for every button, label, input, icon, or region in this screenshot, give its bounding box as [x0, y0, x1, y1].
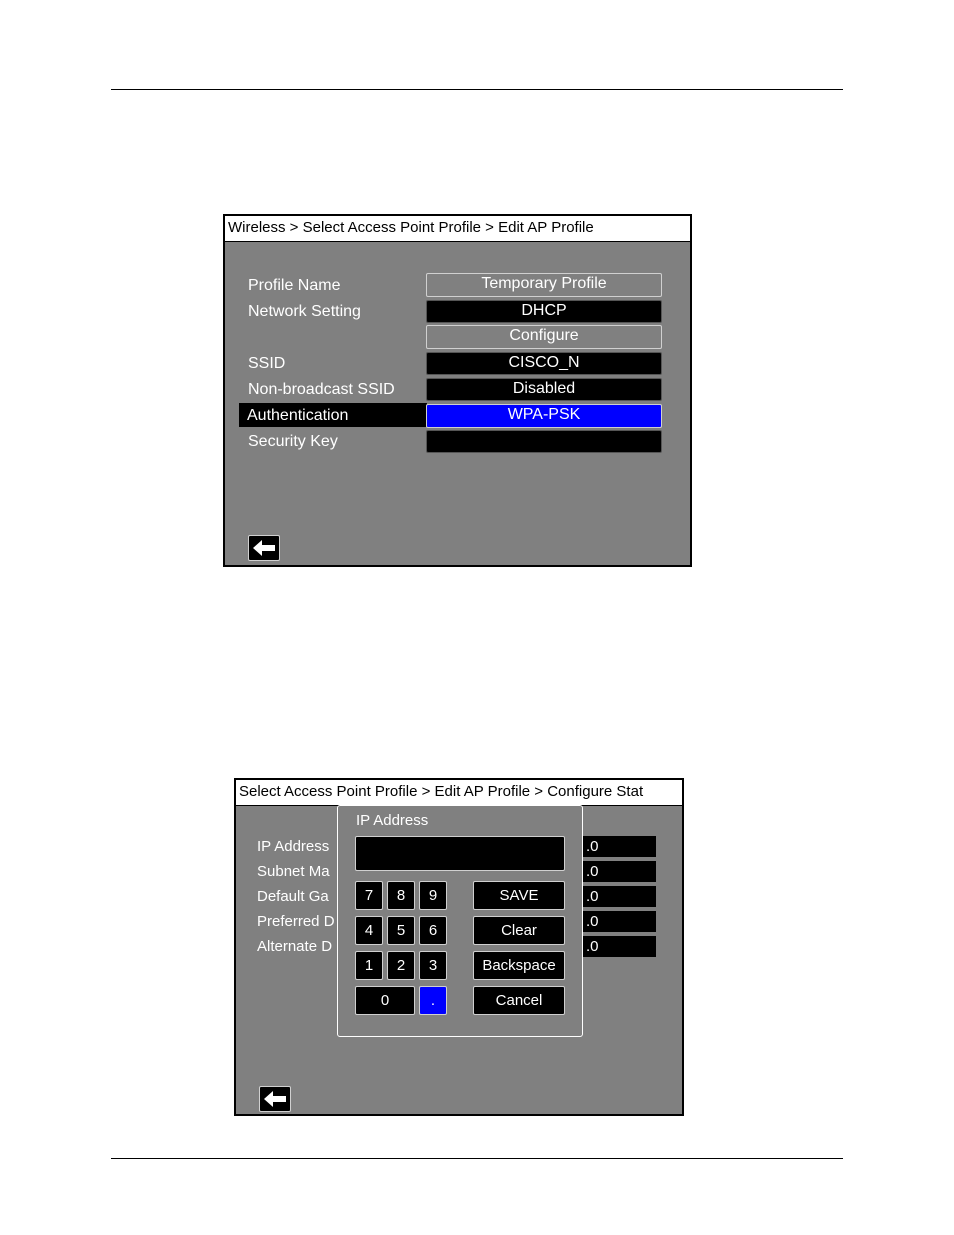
authentication-field[interactable]: WPA-PSK — [426, 404, 662, 428]
configure-button[interactable]: Configure — [426, 325, 662, 349]
ssid-field[interactable]: CISCO_N — [426, 352, 662, 375]
non-broadcast-ssid-label: Non-broadcast SSID — [248, 381, 395, 398]
key-1[interactable]: 1 — [355, 951, 383, 980]
key-2[interactable]: 2 — [387, 951, 415, 980]
cancel-button[interactable]: Cancel — [473, 986, 565, 1015]
default-gateway-label: Default Ga — [257, 888, 329, 905]
key-dot[interactable]: . — [419, 986, 447, 1015]
alternate-dns-field[interactable]: .0 — [582, 936, 656, 957]
ip-address-keypad-dialog — [337, 805, 583, 1037]
arrow-left-icon — [252, 539, 276, 557]
ip-address-label: IP Address — [257, 838, 330, 855]
key-5[interactable]: 5 — [387, 916, 415, 945]
profile-name-button[interactable]: Temporary Profile — [426, 273, 662, 297]
back-button[interactable] — [248, 535, 280, 561]
configure-static-screen — [234, 778, 684, 1116]
subnet-mask-label: Subnet Ma — [257, 863, 330, 880]
non-broadcast-ssid-field[interactable]: Disabled — [426, 378, 662, 401]
network-setting-label: Network Setting — [248, 303, 361, 320]
network-setting-field[interactable]: DHCP — [426, 300, 662, 323]
page-top-rule — [111, 89, 843, 90]
key-9[interactable]: 9 — [419, 881, 447, 910]
security-key-label: Security Key — [248, 433, 338, 450]
breadcrumb: Wireless > Select Access Point Profile > Edit AP Profile — [225, 216, 690, 242]
preferred-dns-field[interactable]: .0 — [582, 911, 656, 932]
key-7[interactable]: 7 — [355, 881, 383, 910]
security-key-field[interactable] — [426, 430, 662, 453]
ssid-label: SSID — [248, 355, 286, 372]
key-0[interactable]: 0 — [355, 986, 415, 1015]
breadcrumb: Select Access Point Profile > Edit AP Profile > Configure Stat — [236, 780, 682, 806]
key-4[interactable]: 4 — [355, 916, 383, 945]
dialog-title: IP Address — [356, 812, 429, 829]
key-8[interactable]: 8 — [387, 881, 415, 910]
arrow-left-icon — [263, 1090, 287, 1108]
clear-button[interactable]: Clear — [473, 916, 565, 945]
save-button[interactable]: SAVE — [473, 881, 565, 910]
edit-ap-profile-screen — [223, 214, 692, 567]
key-3[interactable]: 3 — [419, 951, 447, 980]
page-bottom-rule — [111, 1158, 843, 1159]
backspace-button[interactable]: Backspace — [473, 951, 565, 980]
key-6[interactable]: 6 — [419, 916, 447, 945]
ip-address-entry[interactable] — [355, 836, 565, 871]
subnet-mask-field[interactable]: .0 — [582, 861, 656, 882]
profile-name-label: Profile Name — [248, 277, 341, 294]
back-button[interactable] — [259, 1086, 291, 1112]
authentication-label: Authentication — [247, 407, 349, 424]
ip-address-field[interactable]: .0 — [582, 836, 656, 857]
default-gateway-field[interactable]: .0 — [582, 886, 656, 907]
alternate-dns-label: Alternate D — [257, 938, 333, 955]
preferred-dns-label: Preferred D — [257, 913, 335, 930]
